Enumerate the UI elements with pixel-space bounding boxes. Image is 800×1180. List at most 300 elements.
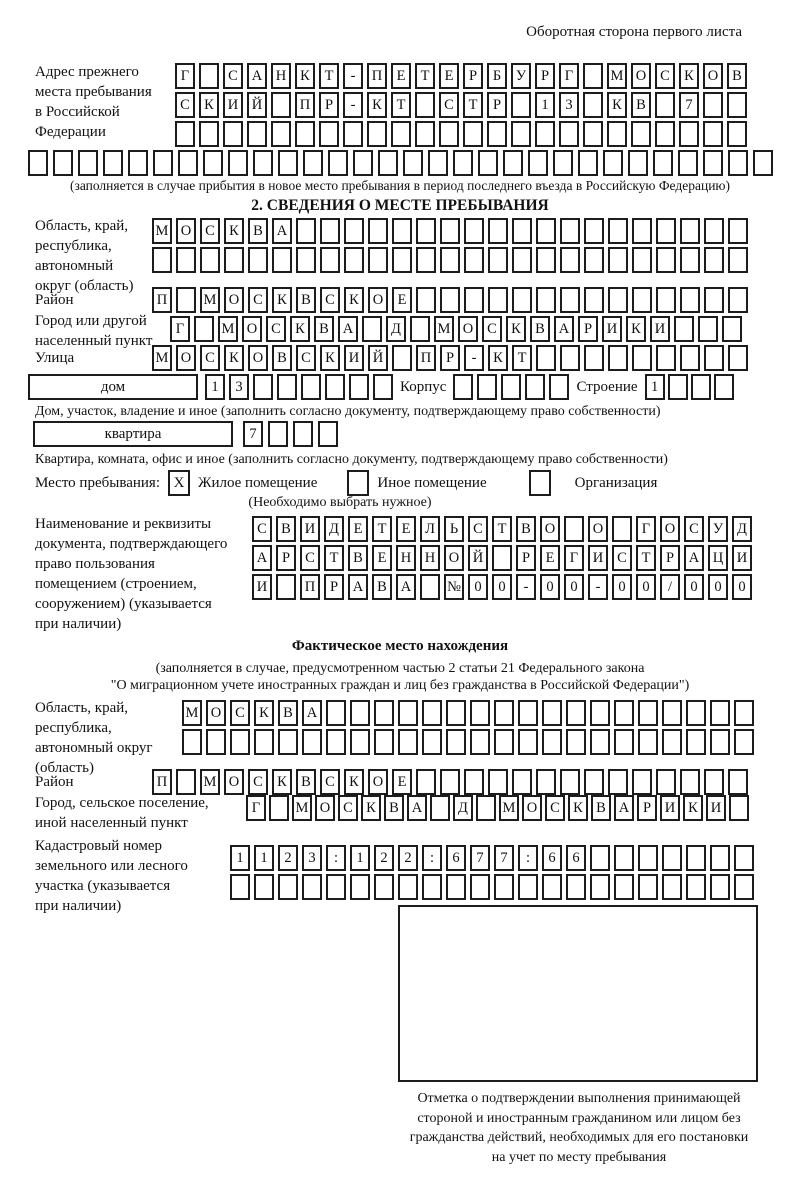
- char-cell[interactable]: [559, 121, 579, 147]
- char-cell[interactable]: О: [224, 769, 244, 795]
- char-cell[interactable]: Р: [324, 574, 344, 600]
- char-cell[interactable]: [488, 218, 508, 244]
- char-cell[interactable]: У: [511, 63, 531, 89]
- char-cell[interactable]: [470, 874, 490, 900]
- char-cell[interactable]: С: [223, 63, 243, 89]
- char-cell[interactable]: 0: [492, 574, 512, 600]
- cadastre-row-1[interactable]: [230, 845, 754, 871]
- char-cell[interactable]: [398, 729, 418, 755]
- char-cell[interactable]: [536, 218, 556, 244]
- char-cell[interactable]: О: [176, 345, 196, 371]
- char-cell[interactable]: [199, 121, 219, 147]
- char-cell[interactable]: [269, 795, 289, 821]
- char-cell[interactable]: Г: [636, 516, 656, 542]
- char-cell[interactable]: [494, 729, 514, 755]
- char-cell[interactable]: [326, 729, 346, 755]
- char-cell[interactable]: Р: [578, 316, 598, 342]
- char-cell[interactable]: К: [626, 316, 646, 342]
- char-cell[interactable]: М: [499, 795, 519, 821]
- char-cell[interactable]: И: [223, 92, 243, 118]
- char-cell[interactable]: [278, 729, 298, 755]
- char-cell[interactable]: [662, 729, 682, 755]
- char-cell[interactable]: [253, 374, 273, 400]
- char-cell[interactable]: [464, 287, 484, 313]
- char-cell[interactable]: К: [488, 345, 508, 371]
- char-cell[interactable]: [199, 63, 219, 89]
- char-cell[interactable]: 6: [566, 845, 586, 871]
- char-cell[interactable]: Р: [637, 795, 657, 821]
- char-cell[interactable]: [560, 218, 580, 244]
- char-cell[interactable]: С: [230, 700, 250, 726]
- char-cell[interactable]: И: [252, 574, 272, 600]
- char-cell[interactable]: [612, 516, 632, 542]
- char-cell[interactable]: [476, 795, 496, 821]
- char-cell[interactable]: И: [300, 516, 320, 542]
- char-cell[interactable]: [566, 700, 586, 726]
- char-cell[interactable]: М: [200, 287, 220, 313]
- char-cell[interactable]: [470, 700, 490, 726]
- char-cell[interactable]: Е: [392, 769, 412, 795]
- fact-city-row[interactable]: [246, 795, 749, 821]
- char-cell[interactable]: [614, 700, 634, 726]
- char-cell[interactable]: [734, 729, 754, 755]
- char-cell[interactable]: А: [684, 545, 704, 571]
- char-cell[interactable]: [488, 769, 508, 795]
- char-cell[interactable]: С: [200, 218, 220, 244]
- char-cell[interactable]: [422, 700, 442, 726]
- char-cell[interactable]: [420, 574, 440, 600]
- char-cell[interactable]: [536, 769, 556, 795]
- char-cell[interactable]: [560, 287, 580, 313]
- char-cell[interactable]: [325, 374, 345, 400]
- char-cell[interactable]: [584, 345, 604, 371]
- char-cell[interactable]: 2: [374, 845, 394, 871]
- char-cell[interactable]: А: [407, 795, 427, 821]
- char-cell[interactable]: [103, 150, 123, 176]
- char-cell[interactable]: [608, 218, 628, 244]
- char-cell[interactable]: [590, 845, 610, 871]
- char-cell[interactable]: [542, 729, 562, 755]
- char-cell[interactable]: М: [218, 316, 238, 342]
- char-cell[interactable]: [590, 729, 610, 755]
- char-cell[interactable]: [392, 218, 412, 244]
- char-cell[interactable]: С: [248, 287, 268, 313]
- char-cell[interactable]: [374, 729, 394, 755]
- char-cell[interactable]: Т: [636, 545, 656, 571]
- char-cell[interactable]: [584, 769, 604, 795]
- char-cell[interactable]: [653, 150, 673, 176]
- char-cell[interactable]: 1: [205, 374, 225, 400]
- char-cell[interactable]: [488, 247, 508, 273]
- char-cell[interactable]: С: [175, 92, 195, 118]
- char-cell[interactable]: [223, 121, 243, 147]
- char-cell[interactable]: [564, 516, 584, 542]
- region-row-2[interactable]: [152, 247, 748, 273]
- char-cell[interactable]: 2: [278, 845, 298, 871]
- char-cell[interactable]: [583, 63, 603, 89]
- char-cell[interactable]: Е: [396, 516, 416, 542]
- char-cell[interactable]: И: [706, 795, 726, 821]
- char-cell[interactable]: Т: [415, 63, 435, 89]
- char-cell[interactable]: [318, 421, 338, 447]
- char-cell[interactable]: 7: [494, 845, 514, 871]
- char-cell[interactable]: 7: [470, 845, 490, 871]
- char-cell[interactable]: [440, 769, 460, 795]
- char-cell[interactable]: [271, 121, 291, 147]
- char-cell[interactable]: [410, 316, 430, 342]
- char-cell[interactable]: К: [568, 795, 588, 821]
- char-cell[interactable]: [230, 874, 250, 900]
- char-cell[interactable]: [487, 121, 507, 147]
- char-cell[interactable]: [614, 845, 634, 871]
- char-cell[interactable]: [403, 150, 423, 176]
- char-cell[interactable]: [590, 700, 610, 726]
- char-cell[interactable]: Е: [439, 63, 459, 89]
- char-cell[interactable]: [326, 700, 346, 726]
- char-cell[interactable]: В: [272, 345, 292, 371]
- char-cell[interactable]: [525, 374, 545, 400]
- char-cell[interactable]: Г: [170, 316, 190, 342]
- char-cell[interactable]: И: [650, 316, 670, 342]
- char-cell[interactable]: [566, 874, 586, 900]
- char-cell[interactable]: [326, 874, 346, 900]
- char-cell[interactable]: [536, 247, 556, 273]
- char-cell[interactable]: Е: [540, 545, 560, 571]
- char-cell[interactable]: Н: [396, 545, 416, 571]
- char-cell[interactable]: А: [554, 316, 574, 342]
- char-cell[interactable]: [374, 700, 394, 726]
- char-cell[interactable]: Й: [368, 345, 388, 371]
- char-cell[interactable]: [632, 218, 652, 244]
- char-cell[interactable]: [224, 247, 244, 273]
- char-cell[interactable]: [632, 345, 652, 371]
- char-cell[interactable]: [728, 345, 748, 371]
- char-cell[interactable]: [203, 150, 223, 176]
- char-cell[interactable]: [78, 150, 98, 176]
- char-cell[interactable]: [608, 287, 628, 313]
- char-cell[interactable]: В: [530, 316, 550, 342]
- char-cell[interactable]: [536, 345, 556, 371]
- char-cell[interactable]: [303, 150, 323, 176]
- char-cell[interactable]: 3: [559, 92, 579, 118]
- char-cell[interactable]: [350, 700, 370, 726]
- char-cell[interactable]: [453, 374, 473, 400]
- char-cell[interactable]: [254, 874, 274, 900]
- char-cell[interactable]: [253, 150, 273, 176]
- char-cell[interactable]: [560, 769, 580, 795]
- house-number-cells[interactable]: [205, 374, 393, 400]
- char-cell[interactable]: [176, 247, 196, 273]
- char-cell[interactable]: -: [516, 574, 536, 600]
- char-cell[interactable]: К: [361, 795, 381, 821]
- char-cell[interactable]: 1: [350, 845, 370, 871]
- char-cell[interactable]: Р: [276, 545, 296, 571]
- char-cell[interactable]: В: [384, 795, 404, 821]
- char-cell[interactable]: 0: [612, 574, 632, 600]
- char-cell[interactable]: [680, 218, 700, 244]
- char-cell[interactable]: [632, 287, 652, 313]
- char-cell[interactable]: [542, 874, 562, 900]
- char-cell[interactable]: [607, 121, 627, 147]
- char-cell[interactable]: [536, 287, 556, 313]
- char-cell[interactable]: И: [602, 316, 622, 342]
- char-cell[interactable]: Т: [319, 63, 339, 89]
- char-cell[interactable]: [415, 92, 435, 118]
- district-row[interactable]: [152, 287, 748, 313]
- char-cell[interactable]: [248, 247, 268, 273]
- char-cell[interactable]: [632, 769, 652, 795]
- stay-other-premises-checkbox[interactable]: [347, 470, 369, 496]
- char-cell[interactable]: [175, 121, 195, 147]
- char-cell[interactable]: -: [343, 92, 363, 118]
- char-cell[interactable]: К: [679, 63, 699, 89]
- char-cell[interactable]: К: [254, 700, 274, 726]
- prev-address-row-1[interactable]: [175, 63, 747, 89]
- char-cell[interactable]: О: [540, 516, 560, 542]
- char-cell[interactable]: [464, 247, 484, 273]
- char-cell[interactable]: [638, 729, 658, 755]
- char-cell[interactable]: [373, 374, 393, 400]
- char-cell[interactable]: [378, 150, 398, 176]
- char-cell[interactable]: [704, 218, 724, 244]
- char-cell[interactable]: [662, 845, 682, 871]
- char-cell[interactable]: Е: [391, 63, 411, 89]
- char-cell[interactable]: [320, 247, 340, 273]
- char-cell[interactable]: [628, 150, 648, 176]
- char-cell[interactable]: Т: [324, 545, 344, 571]
- char-cell[interactable]: [440, 218, 460, 244]
- char-cell[interactable]: Е: [372, 545, 392, 571]
- char-cell[interactable]: [583, 121, 603, 147]
- char-cell[interactable]: [453, 150, 473, 176]
- char-cell[interactable]: [753, 150, 773, 176]
- char-cell[interactable]: Р: [463, 63, 483, 89]
- char-cell[interactable]: №: [444, 574, 464, 600]
- char-cell[interactable]: А: [252, 545, 272, 571]
- char-cell[interactable]: [656, 287, 676, 313]
- char-cell[interactable]: [680, 345, 700, 371]
- char-cell[interactable]: [680, 287, 700, 313]
- char-cell[interactable]: [391, 121, 411, 147]
- char-cell[interactable]: 6: [446, 845, 466, 871]
- char-cell[interactable]: К: [344, 287, 364, 313]
- char-cell[interactable]: [398, 700, 418, 726]
- char-cell[interactable]: [703, 92, 723, 118]
- char-cell[interactable]: :: [518, 845, 538, 871]
- city-row[interactable]: [170, 316, 742, 342]
- char-cell[interactable]: И: [588, 545, 608, 571]
- char-cell[interactable]: П: [416, 345, 436, 371]
- char-cell[interactable]: К: [290, 316, 310, 342]
- char-cell[interactable]: 0: [684, 574, 704, 600]
- char-cell[interactable]: А: [302, 700, 322, 726]
- char-cell[interactable]: С: [612, 545, 632, 571]
- char-cell[interactable]: [416, 769, 436, 795]
- char-cell[interactable]: Д: [732, 516, 752, 542]
- char-cell[interactable]: И: [344, 345, 364, 371]
- char-cell[interactable]: [353, 150, 373, 176]
- char-cell[interactable]: Р: [487, 92, 507, 118]
- korpus-cells[interactable]: [453, 374, 569, 400]
- char-cell[interactable]: [293, 421, 313, 447]
- cadastre-row-2[interactable]: [230, 874, 754, 900]
- char-cell[interactable]: [343, 121, 363, 147]
- char-cell[interactable]: [680, 247, 700, 273]
- char-cell[interactable]: [518, 874, 538, 900]
- char-cell[interactable]: [344, 247, 364, 273]
- char-cell[interactable]: О: [444, 545, 464, 571]
- char-cell[interactable]: [560, 247, 580, 273]
- char-cell[interactable]: [349, 374, 369, 400]
- char-cell[interactable]: [638, 874, 658, 900]
- char-cell[interactable]: [194, 316, 214, 342]
- char-cell[interactable]: [440, 287, 460, 313]
- char-cell[interactable]: [704, 769, 724, 795]
- char-cell[interactable]: [276, 574, 296, 600]
- char-cell[interactable]: [477, 374, 497, 400]
- char-cell[interactable]: [638, 845, 658, 871]
- char-cell[interactable]: [728, 218, 748, 244]
- char-cell[interactable]: [734, 845, 754, 871]
- char-cell[interactable]: [228, 150, 248, 176]
- char-cell[interactable]: [578, 150, 598, 176]
- char-cell[interactable]: А: [247, 63, 267, 89]
- char-cell[interactable]: К: [683, 795, 703, 821]
- char-cell[interactable]: [422, 874, 442, 900]
- char-cell[interactable]: [655, 121, 675, 147]
- char-cell[interactable]: [302, 729, 322, 755]
- char-cell[interactable]: 3: [229, 374, 249, 400]
- char-cell[interactable]: П: [295, 92, 315, 118]
- region-row-1[interactable]: [152, 218, 748, 244]
- char-cell[interactable]: [392, 247, 412, 273]
- char-cell[interactable]: [463, 121, 483, 147]
- char-cell[interactable]: О: [703, 63, 723, 89]
- char-cell[interactable]: [367, 121, 387, 147]
- char-cell[interactable]: В: [727, 63, 747, 89]
- char-cell[interactable]: [728, 150, 748, 176]
- document-row-1[interactable]: [252, 516, 752, 542]
- char-cell[interactable]: :: [326, 845, 346, 871]
- char-cell[interactable]: [368, 218, 388, 244]
- char-cell[interactable]: Н: [420, 545, 440, 571]
- char-cell[interactable]: К: [367, 92, 387, 118]
- char-cell[interactable]: И: [732, 545, 752, 571]
- char-cell[interactable]: -: [343, 63, 363, 89]
- char-cell[interactable]: [727, 92, 747, 118]
- char-cell[interactable]: В: [296, 769, 316, 795]
- char-cell[interactable]: С: [248, 769, 268, 795]
- char-cell[interactable]: Т: [391, 92, 411, 118]
- char-cell[interactable]: О: [176, 218, 196, 244]
- char-cell[interactable]: С: [200, 345, 220, 371]
- char-cell[interactable]: 1: [230, 845, 250, 871]
- char-cell[interactable]: [704, 345, 724, 371]
- char-cell[interactable]: [528, 150, 548, 176]
- char-cell[interactable]: [655, 92, 675, 118]
- char-cell[interactable]: [710, 874, 730, 900]
- char-cell[interactable]: М: [152, 218, 172, 244]
- char-cell[interactable]: О: [522, 795, 542, 821]
- char-cell[interactable]: [686, 729, 706, 755]
- char-cell[interactable]: [710, 700, 730, 726]
- char-cell[interactable]: [494, 700, 514, 726]
- char-cell[interactable]: [560, 345, 580, 371]
- char-cell[interactable]: [446, 700, 466, 726]
- char-cell[interactable]: [728, 769, 748, 795]
- char-cell[interactable]: О: [315, 795, 335, 821]
- char-cell[interactable]: О: [206, 700, 226, 726]
- house-type-box[interactable]: дом: [28, 374, 198, 400]
- char-cell[interactable]: [584, 218, 604, 244]
- char-cell[interactable]: В: [296, 287, 316, 313]
- char-cell[interactable]: К: [506, 316, 526, 342]
- char-cell[interactable]: Ь: [444, 516, 464, 542]
- char-cell[interactable]: [416, 218, 436, 244]
- char-cell[interactable]: [518, 729, 538, 755]
- char-cell[interactable]: [470, 729, 490, 755]
- prev-address-row-4[interactable]: [28, 150, 773, 176]
- char-cell[interactable]: [704, 247, 724, 273]
- char-cell[interactable]: [614, 729, 634, 755]
- char-cell[interactable]: [678, 150, 698, 176]
- char-cell[interactable]: [632, 247, 652, 273]
- char-cell[interactable]: Т: [512, 345, 532, 371]
- char-cell[interactable]: [511, 92, 531, 118]
- char-cell[interactable]: Й: [247, 92, 267, 118]
- char-cell[interactable]: [416, 287, 436, 313]
- char-cell[interactable]: [301, 374, 321, 400]
- char-cell[interactable]: М: [607, 63, 627, 89]
- char-cell[interactable]: В: [631, 92, 651, 118]
- char-cell[interactable]: Р: [440, 345, 460, 371]
- char-cell[interactable]: [254, 729, 274, 755]
- char-cell[interactable]: [178, 150, 198, 176]
- char-cell[interactable]: Д: [324, 516, 344, 542]
- char-cell[interactable]: [492, 545, 512, 571]
- char-cell[interactable]: 2: [398, 845, 418, 871]
- char-cell[interactable]: [271, 92, 291, 118]
- document-row-2[interactable]: [252, 545, 752, 571]
- char-cell[interactable]: :: [422, 845, 442, 871]
- char-cell[interactable]: 6: [542, 845, 562, 871]
- char-cell[interactable]: 0: [732, 574, 752, 600]
- char-cell[interactable]: О: [368, 287, 388, 313]
- char-cell[interactable]: 0: [636, 574, 656, 600]
- char-cell[interactable]: С: [296, 345, 316, 371]
- char-cell[interactable]: [446, 729, 466, 755]
- char-cell[interactable]: А: [272, 218, 292, 244]
- char-cell[interactable]: А: [348, 574, 368, 600]
- char-cell[interactable]: [350, 874, 370, 900]
- char-cell[interactable]: [328, 150, 348, 176]
- document-row-3[interactable]: [252, 574, 752, 600]
- char-cell[interactable]: А: [396, 574, 416, 600]
- char-cell[interactable]: [272, 247, 292, 273]
- char-cell[interactable]: 7: [679, 92, 699, 118]
- stay-residential-checkbox[interactable]: Х: [168, 470, 190, 496]
- char-cell[interactable]: 1: [645, 374, 665, 400]
- char-cell[interactable]: Д: [386, 316, 406, 342]
- char-cell[interactable]: [722, 316, 742, 342]
- char-cell[interactable]: В: [248, 218, 268, 244]
- char-cell[interactable]: /: [660, 574, 680, 600]
- char-cell[interactable]: [415, 121, 435, 147]
- char-cell[interactable]: [319, 121, 339, 147]
- char-cell[interactable]: [503, 150, 523, 176]
- char-cell[interactable]: [608, 345, 628, 371]
- char-cell[interactable]: [542, 700, 562, 726]
